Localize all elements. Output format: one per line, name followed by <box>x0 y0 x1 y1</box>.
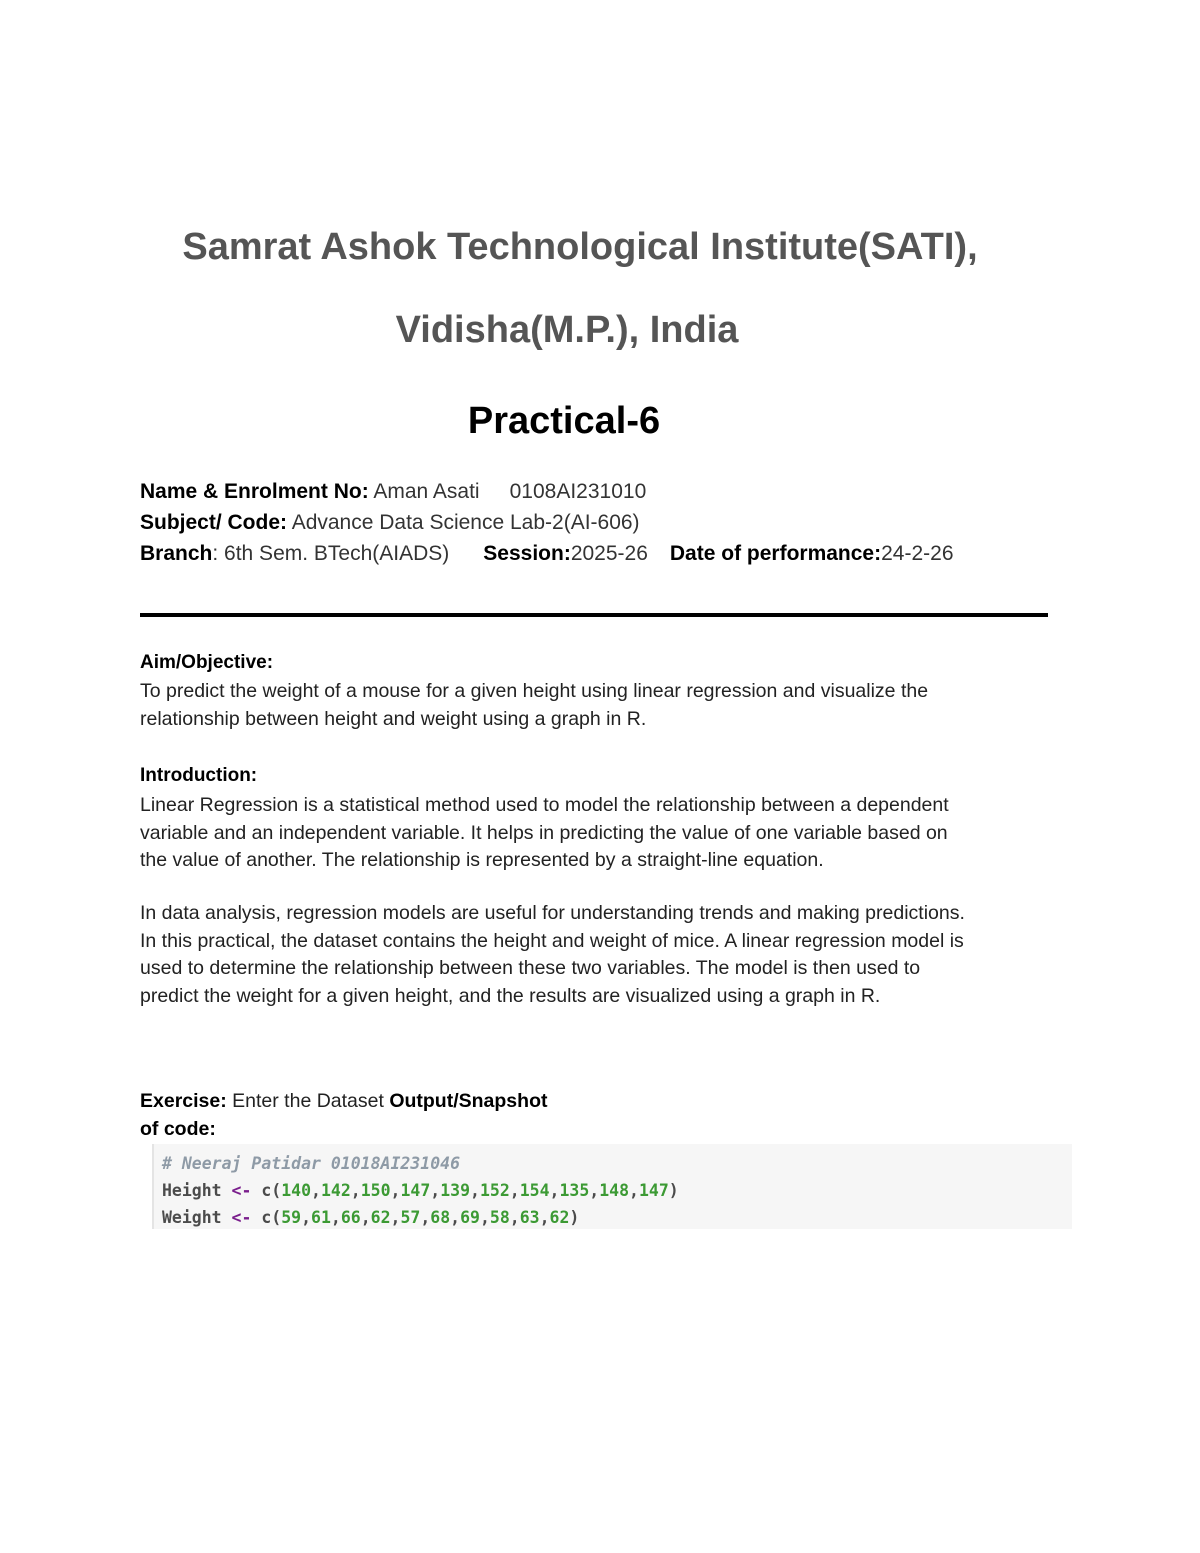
code-line-weight: Weight <- c(59,61,66,62,57,68,69,58,63,62) <box>162 1208 580 1227</box>
date-label: Date of performance: <box>669 542 882 565</box>
intro-line: Linear Regression is a statistical method used to model the relationship between a dependent <box>140 794 949 816</box>
height-value: 154 <box>519 1181 550 1200</box>
weight-values: 59,61,66,62,57,68,69,58,63,62 <box>281 1208 570 1227</box>
name-value: Aman Asati <box>368 480 480 503</box>
height-value: 135 <box>559 1181 590 1200</box>
session-label: Session: <box>483 542 571 565</box>
height-value: 139 <box>440 1181 471 1200</box>
introduction-paragraph-1 <box>140 792 1070 875</box>
institute-name: Samrat Ashok Technological Institute(SATI), <box>182 226 978 268</box>
weight-value: 69 <box>460 1208 480 1227</box>
height-variable: Height <box>162 1181 222 1200</box>
introduction-heading: Introduction: <box>140 765 258 786</box>
aim-line: relationship between height and weight using a graph in R. <box>140 707 647 730</box>
introduction-paragraph-2 <box>140 900 1070 1010</box>
output-label-continued: of code: <box>140 1118 216 1140</box>
weight-value: 68 <box>430 1208 451 1227</box>
exercise-text: Enter the Dataset <box>226 1090 390 1112</box>
session-value: 2025-26 <box>570 542 648 565</box>
subject-value: Advance Data Science Lab-2(AI-606) <box>287 511 640 534</box>
weight-value: 66 <box>340 1208 361 1227</box>
height-value: 140 <box>281 1181 312 1200</box>
combine-function: c <box>261 1181 272 1200</box>
height-value: 147 <box>638 1181 669 1200</box>
aim-heading: Aim/Objective: <box>140 652 274 673</box>
subject-label: Subject/ Code: <box>140 511 288 534</box>
code-comment: # Neeraj Patidar 01018AI231046 <box>162 1154 461 1173</box>
intro-line: In data analysis, regression models are useful for understanding trends and making predictions. <box>140 902 965 924</box>
header-divider <box>140 613 1048 617</box>
intro-line: predict the weight for a given height, and the results are visualized using a graph in R. <box>140 984 881 1007</box>
code-block <box>162 1150 679 1231</box>
branch-session-date-row <box>140 542 954 566</box>
height-value: 142 <box>320 1181 351 1200</box>
code-line-height: Height <- c(140,142,150,147,139,152,154,135,148,147) <box>162 1181 679 1200</box>
name-enrolment-row <box>140 480 646 504</box>
date-value: 24-2-26 <box>881 542 954 565</box>
weight-value: 59 <box>281 1208 302 1227</box>
assign-operator: <- <box>231 1208 252 1227</box>
intro-line: the value of another. The relationship is represented by a straight-line equation. <box>140 849 824 871</box>
assign-operator: <- <box>231 1181 252 1200</box>
height-value: 148 <box>599 1181 630 1200</box>
branch-value: : 6th Sem. BTech(AIADS) <box>212 542 450 565</box>
intro-line: variable and an independent variable. It helps in predicting the value of one variable based on <box>140 821 948 844</box>
practical-title: Practical-6 <box>467 400 661 442</box>
weight-value: 57 <box>400 1208 421 1227</box>
aim-paragraph <box>140 678 1070 733</box>
subject-row <box>140 511 640 535</box>
name-label: Name & Enrolment No: <box>140 480 369 503</box>
aim-line: To predict the weight of a mouse for a given height using linear regression and visualize the <box>140 680 929 702</box>
intro-line: used to determine the relationship between these two variables. The model is then used to <box>140 957 921 979</box>
weight-value: 58 <box>489 1208 510 1227</box>
combine-function: c <box>261 1208 272 1227</box>
output-label: Output/Snapshot <box>389 1090 548 1112</box>
institute-location: Vidisha(M.P.), India <box>395 309 739 351</box>
weight-value: 62 <box>370 1208 391 1227</box>
height-values: 140,142,150,147,139,152,154,135,148,147 <box>281 1181 669 1200</box>
height-value: 152 <box>479 1181 510 1200</box>
weight-value: 63 <box>519 1208 540 1227</box>
height-value: 150 <box>360 1181 391 1200</box>
weight-value: 62 <box>549 1208 570 1227</box>
enrolment-value: 0108AI231010 <box>509 480 647 503</box>
weight-variable: Weight <box>162 1208 222 1227</box>
exercise-statement <box>140 1087 547 1143</box>
weight-value: 61 <box>311 1208 331 1227</box>
intro-line: In this practical, the dataset contains the height and weight of mice. A linear regression model is <box>140 929 964 952</box>
height-value: 147 <box>400 1181 431 1200</box>
exercise-label: Exercise: <box>140 1090 227 1112</box>
branch-label: Branch <box>140 542 213 565</box>
